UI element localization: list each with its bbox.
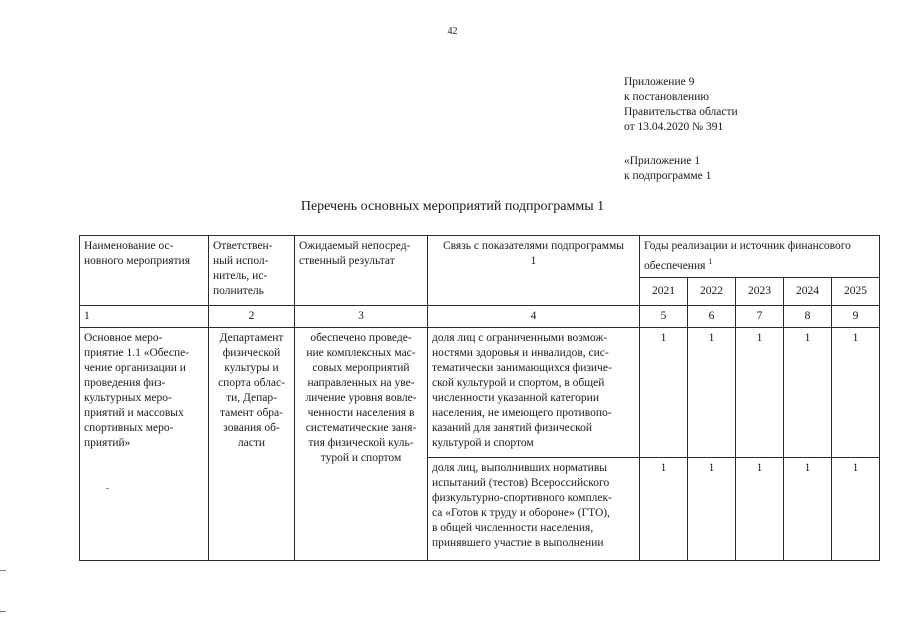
header-years-text: Годы реализации и источник финансового обеспечения xyxy=(644,240,851,272)
header-link xyxy=(428,236,640,306)
measure-name xyxy=(80,328,209,561)
appendix-subblock xyxy=(624,154,711,184)
column-number: 4 xyxy=(428,306,640,328)
column-number: 7 xyxy=(736,306,784,328)
measure-result xyxy=(295,328,428,561)
header-link-text: Связь с показателями подпрограммы 1 xyxy=(442,240,625,267)
indicator-1-value-2021: 1 xyxy=(640,328,688,458)
indicator-2-value-2024: 1 xyxy=(784,458,832,561)
indicator-1-value-2023: 1 xyxy=(736,328,784,458)
header-result-text: Ожидаемый непосред- ственный результат xyxy=(299,240,411,267)
scan-edge-marks xyxy=(0,570,6,612)
appendix-line: Приложение 9 xyxy=(624,76,695,88)
column-number: 2 xyxy=(209,306,295,328)
header-executor xyxy=(209,236,295,306)
column-number: 6 xyxy=(688,306,736,328)
year-2022: 2022 xyxy=(688,278,736,306)
header-name xyxy=(80,236,209,306)
measure-name-text: Основное меро- приятие 1.1 «Обеспе- чение организации и проведения физ- культурных меро- приятий и массовых спортивных меро- приятий» xyxy=(84,332,190,449)
appendix-line: к постановлению xyxy=(624,91,709,103)
indicator-1-value-2024: 1 xyxy=(784,328,832,458)
appendix-line: к подпрограмме 1 xyxy=(624,170,712,182)
column-number: 9 xyxy=(832,306,880,328)
scan-dot xyxy=(106,488,109,489)
appendix-line: от 13.04.2020 № 391 xyxy=(624,121,724,133)
indicator-1 xyxy=(428,328,640,458)
year-2021: 2021 xyxy=(640,278,688,306)
measures-table xyxy=(79,235,880,561)
header-name-text: Наименование ос- новного мероприятия xyxy=(84,240,190,267)
header-result xyxy=(295,236,428,306)
indicator-2-value-2021: 1 xyxy=(640,458,688,561)
indicator-2-value-2025: 1 xyxy=(832,458,880,561)
column-number: 8 xyxy=(784,306,832,328)
appendix-block xyxy=(624,75,738,135)
indicator-1-text: доля лиц с ограниченными возмож- ностями здоровья и инвалидов, сис- тематически занимающихся физиче- ской культурой и спортом, в общей численности указанной категории населения, не имеющего противопо- казаний для занятий физической культурой и спортом xyxy=(432,332,612,449)
year-2025: 2025 xyxy=(832,278,880,306)
indicator-1-value-2025: 1 xyxy=(832,328,880,458)
indicator-1-value-2022: 1 xyxy=(688,328,736,458)
indicator-2-value-2022: 1 xyxy=(688,458,736,561)
column-number: 5 xyxy=(640,306,688,328)
header-executor-text: Ответствен- ный испол- нитель, ис- полнитель xyxy=(213,240,273,297)
year-2023: 2023 xyxy=(736,278,784,306)
measure-result-text: обеспечено проведе- ние комплексных мас- совых мероприятий направленных на уве- личение уровня вовле- ченности населения в систематические заня- тия физической куль- турой и спортом xyxy=(305,332,417,464)
appendix-line: Правительства области xyxy=(624,106,738,118)
indicator-2-value-2023: 1 xyxy=(736,458,784,561)
column-number: 1 xyxy=(80,306,209,328)
column-number: 3 xyxy=(295,306,428,328)
measure-executor-text: Департамент физической культуры и спорта облас- ти, Депар- тамент обра- зования об- ласти xyxy=(218,332,285,449)
page-number: 42 xyxy=(447,26,458,37)
measure-executor xyxy=(209,328,295,561)
header-years xyxy=(640,236,880,278)
year-2024: 2024 xyxy=(784,278,832,306)
footnote-mark: 1 xyxy=(708,257,713,266)
indicator-2-text: доля лиц, выполнивших нормативы испытаний (тестов) Всероссийского физкультурно-спортивного комплек- са «Готов к труду и обороне» (ГТО), в общей численности населения, принявшего участие в выполнении xyxy=(432,462,612,549)
indicator-2 xyxy=(428,458,640,561)
appendix-line: «Приложение 1 xyxy=(624,155,701,167)
document-title: Перечень основных мероприятий подпрограммы 1 xyxy=(300,199,605,214)
